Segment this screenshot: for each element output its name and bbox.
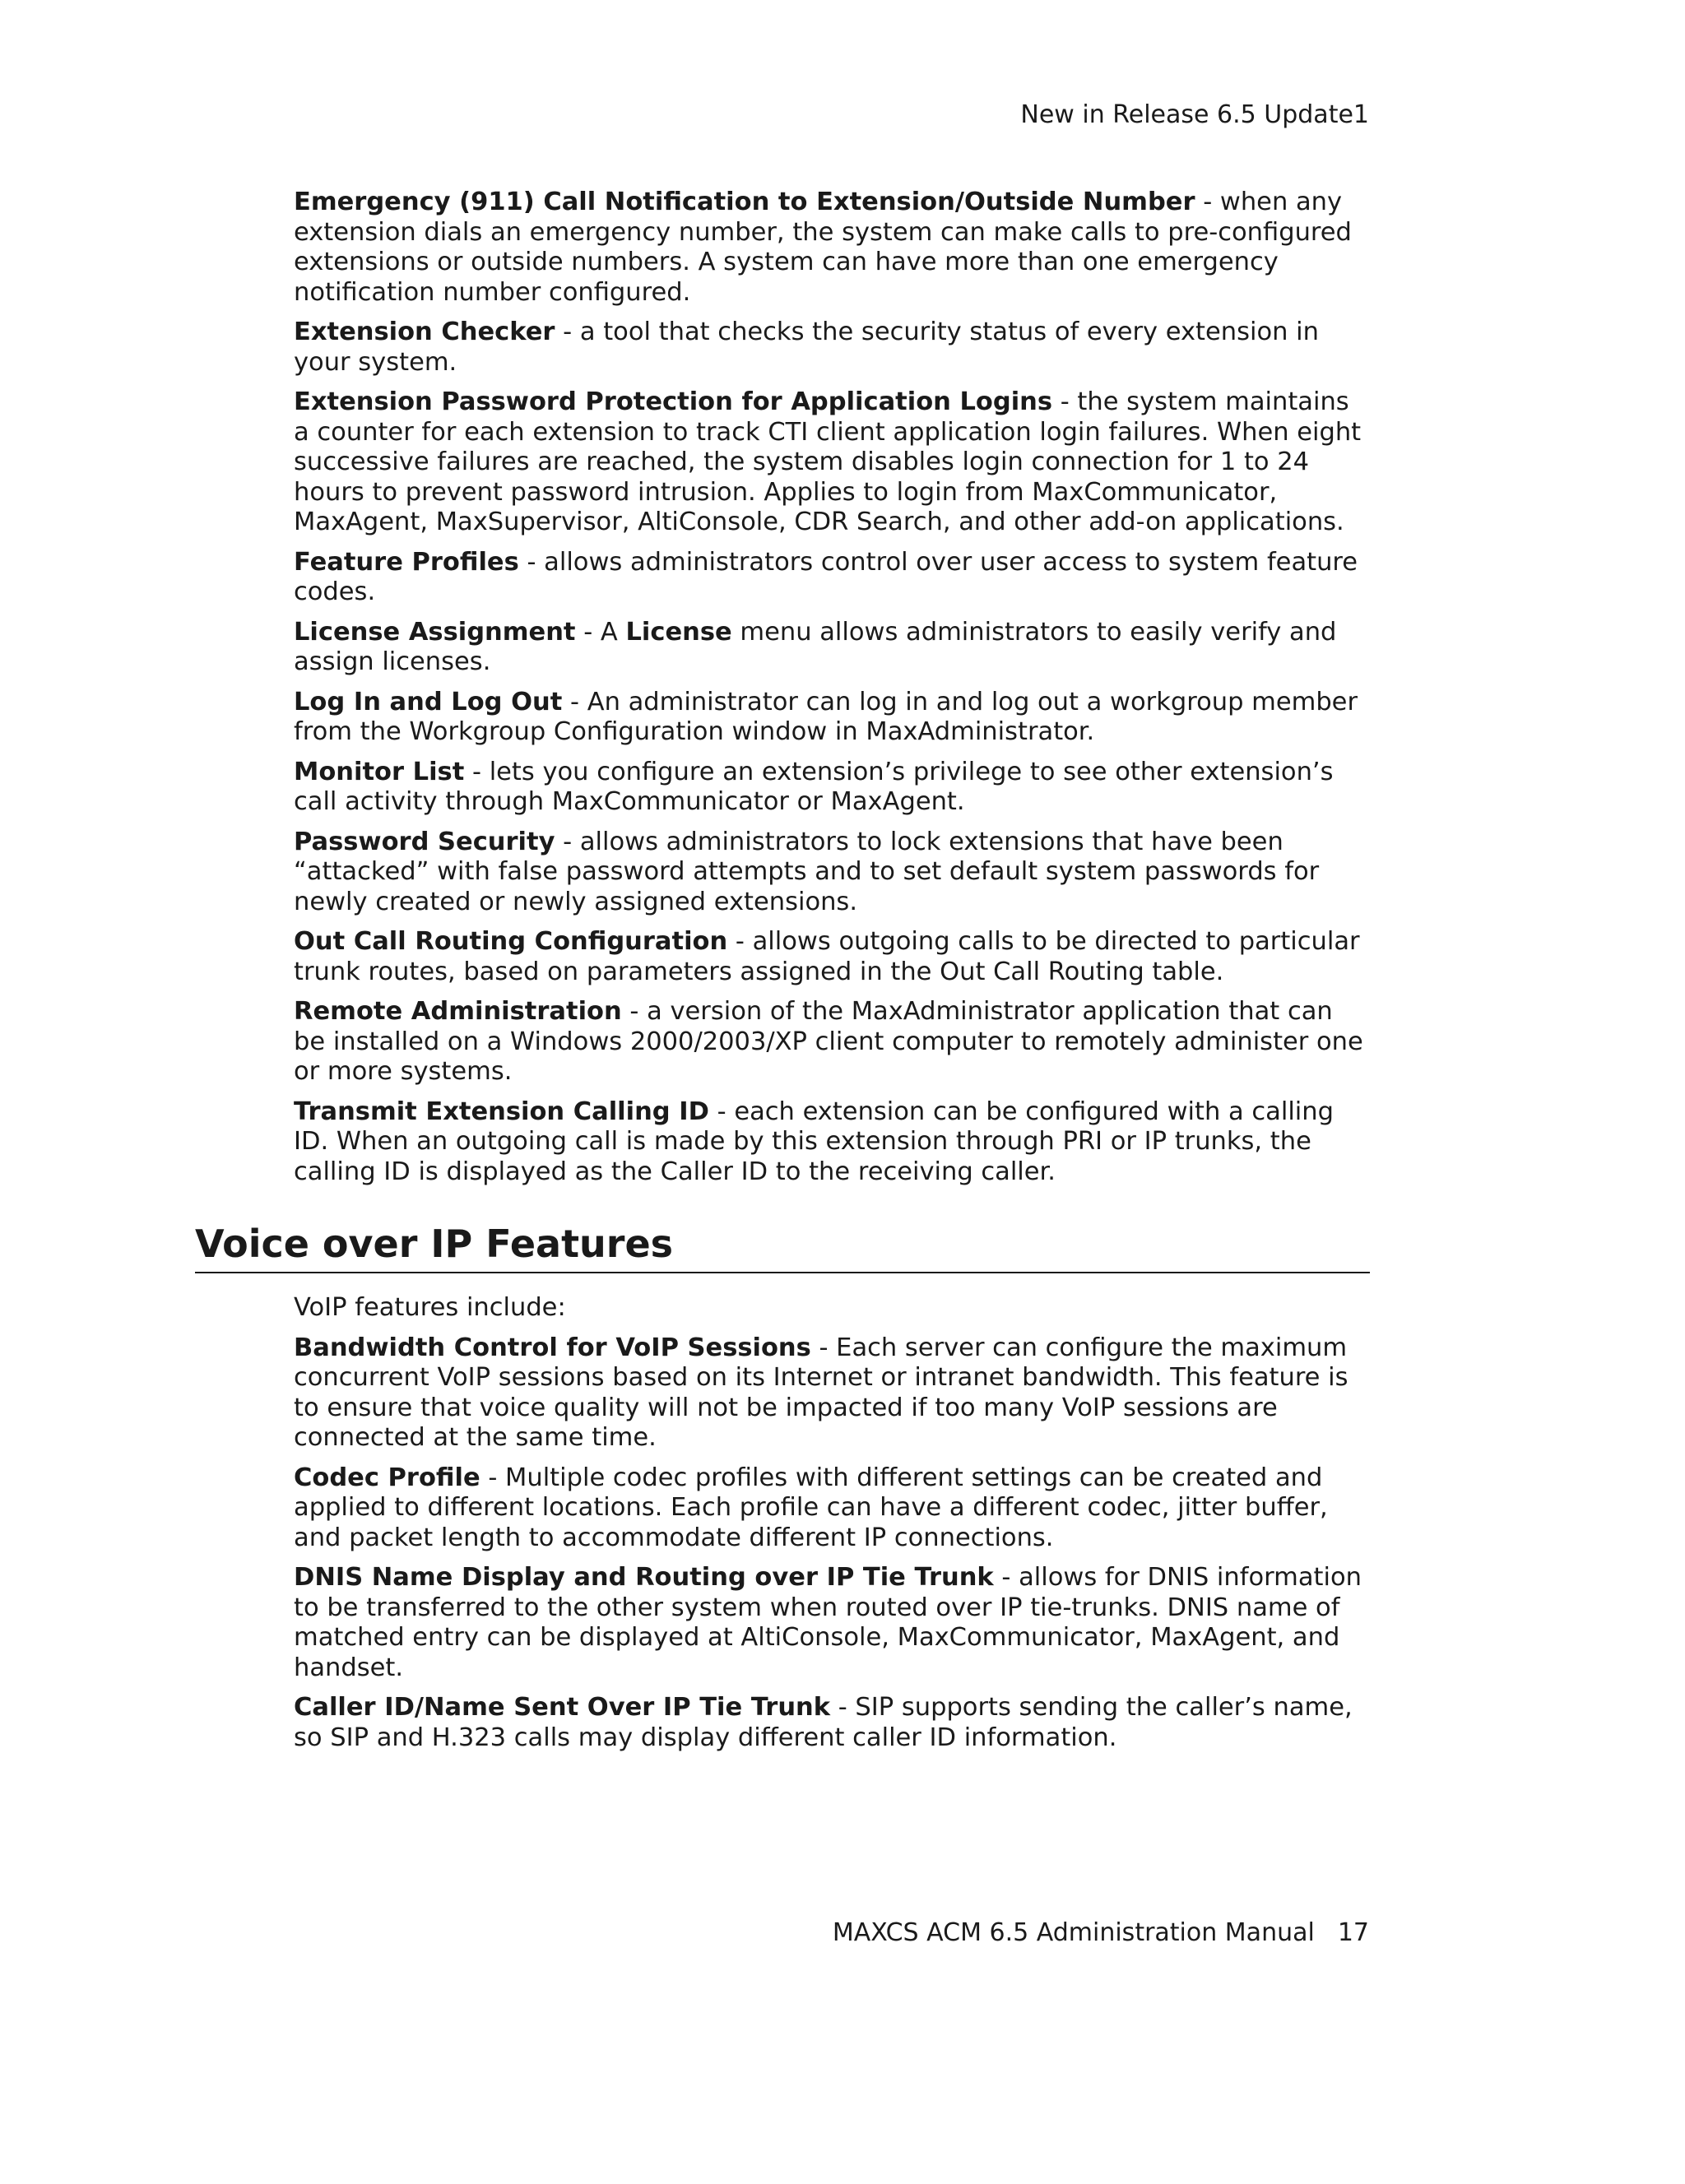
feature-term: Transmit Extension Calling ID [294, 1097, 709, 1126]
running-footer [833, 1917, 1369, 1950]
feature-term: Extension Password Protection for Application Logins [294, 387, 1053, 416]
feature-description: - each extension can be configured with a calling ID. When an outgoing call is made by this extension through PRI or IP trunks, the calling ID is displayed as the Caller ID to the receiving caller. [294, 1097, 1334, 1186]
voip-entry-dnis-name-display [294, 1563, 1370, 1683]
feature-term: Out Call Routing Configuration [294, 927, 728, 956]
feature-term: Password Security [294, 827, 555, 856]
feature-description: - allows for DNIS information to be transferred to the other system when routed over IP tie-trunks. DNIS name of matched entry can be displayed at AltiConsole, MaxCommunicator, MaxAgent, and handset. [294, 1563, 1362, 1682]
feature-term: Emergency (911) Call Notification to Extension/Outside Number [294, 188, 1195, 216]
page-number: 17 [1337, 1918, 1369, 1947]
feature-description: - An administrator can log in and log out a workgroup member from the Workgroup Configuration window in MaxAdministrator. [294, 687, 1358, 746]
feature-description: - a version of the MaxAdministrator application that can be installed on a Windows 2000/2003/XP client computer to remotely administer one or more systems. [294, 997, 1363, 1086]
feature-entry-transmit-calling-id [294, 1097, 1370, 1188]
feature-entry-license-assignment [294, 618, 1370, 678]
feature-entry-out-call-routing [294, 927, 1370, 987]
feature-term: Log In and Log Out [294, 687, 563, 716]
feature-term: Caller ID/Name Sent Over IP Tie Trunk [294, 1693, 831, 1722]
feature-entry-monitor-list [294, 758, 1370, 818]
feature-term: Bandwidth Control for VoIP Sessions [294, 1333, 811, 1362]
voip-feature-list [294, 1293, 1370, 1763]
feature-description: - Multiple codec profiles with different settings can be created and applied to different locations. Each profile can have a different codec, jitter buffer, and packet length to accommodate different IP connections. [294, 1463, 1328, 1552]
feature-entry-log-in-log-out [294, 688, 1370, 748]
feature-entry-password-protection [294, 387, 1370, 538]
feature-description: - allows administrators control over user access to system feature codes. [294, 547, 1358, 606]
feature-term: DNIS Name Display and Routing over IP Tie Trunk [294, 1563, 994, 1592]
section-heading-voip: Voice over IP Features [195, 1221, 1370, 1273]
feature-description: - allows administrators to lock extensions that have been “attacked” with false password attempts and to set default system passwords for newly created or newly assigned extensions. [294, 827, 1320, 916]
voip-entry-codec-profile [294, 1463, 1370, 1554]
feature-description: - a tool that checks the security status of every extension in your system. [294, 318, 1319, 377]
feature-description: - SIP supports sending the caller’s name, so SIP and H.323 calls may display different caller ID information. [294, 1693, 1353, 1752]
feature-description: - lets you configure an extension’s privilege to see other extension’s call activity through MaxCommunicator or MaxAgent. [294, 757, 1334, 816]
feature-entry-emergency-notification [294, 188, 1370, 308]
voip-entry-bandwidth-control [294, 1333, 1370, 1454]
feature-term: Codec Profile [294, 1463, 480, 1492]
feature-term: Remote Administration [294, 997, 622, 1026]
running-header: New in Release 6.5 Update1 [1020, 100, 1369, 129]
feature-term: Monitor List [294, 757, 465, 786]
voip-entry-caller-id-name [294, 1693, 1370, 1753]
feature-term: Extension Checker [294, 318, 555, 346]
feature-description: menu allows administrators to easily verify and assign licenses. [294, 617, 1337, 676]
feature-entry-extension-checker [294, 318, 1370, 378]
feature-description: - allows outgoing calls to be directed to particular trunk routes, based on parameters assigned in the Out Call Routing table. [294, 927, 1360, 986]
feature-entry-password-security [294, 828, 1370, 918]
feature-term-inline: License [625, 617, 732, 647]
feature-term: License Assignment [294, 617, 576, 647]
feature-list [294, 188, 1370, 1197]
feature-description: - Each server can configure the maximum concurrent VoIP sessions based on its Internet or intranet bandwidth. This feature is to ensure that voice quality will not be impacted if too many VoIP sessions are connected at the same time. [294, 1333, 1348, 1452]
feature-description: - A [575, 617, 626, 647]
feature-description: - when any extension dials an emergency number, the system can make calls to pre-configured extensions or outside numbers. A system can have more than one emergency notification number configured. [294, 188, 1352, 307]
manual-title: MAXCS ACM 6.5 Administration Manual [832, 1918, 1315, 1947]
feature-entry-remote-administration [294, 997, 1370, 1087]
section-intro: VoIP features include: [294, 1293, 566, 1322]
feature-description: - the system maintains a counter for each extension to track CTI client application login failures. When eight successive failures are reached, the system disables login connection for 1 to 24 hours to prevent password intrusion. Applies to login from MaxCommunicator, MaxAgent, MaxSupervisor, AltiConsole, CDR Search, and other add-on applications. [294, 387, 1362, 536]
feature-term: Feature Profiles [294, 547, 519, 577]
feature-entry-feature-profiles [294, 548, 1370, 608]
